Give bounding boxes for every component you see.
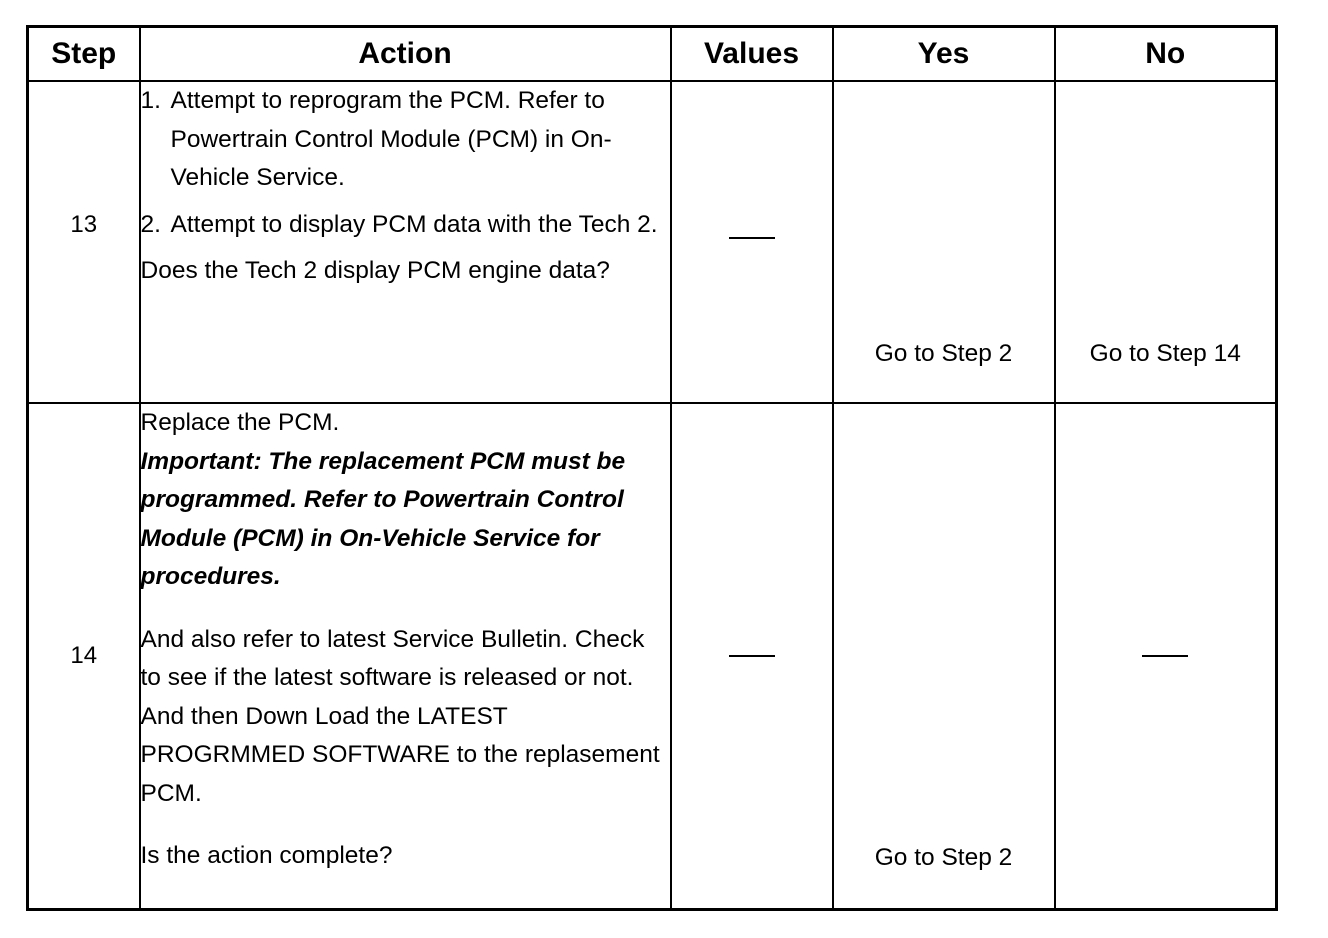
action-step-text: Attempt to display PCM data with the Tech 2. [170, 210, 658, 238]
action-step-text: Attempt to reprogram the PCM. Refer to Powertrain Control Module (PCM) in On-Vehicle Service. [170, 87, 612, 191]
action-step-number: 1. [140, 87, 161, 114]
no-value-dash [729, 237, 775, 239]
no-value-dash [729, 655, 775, 657]
step-number: 13 [28, 81, 140, 403]
step-number: 14 [28, 403, 140, 909]
yes-cell: Go to Step 2 [833, 403, 1055, 909]
yes-cell: Go to Step 2 [833, 81, 1055, 403]
action-step-number: 2. [140, 210, 161, 238]
action-text: Replace the PCM. [140, 409, 340, 436]
header-yes: Yes [833, 27, 1055, 82]
no-cell [1055, 403, 1277, 909]
table-row-step-13 [28, 81, 1277, 403]
header-row [28, 27, 1277, 82]
no-cell: Go to Step 14 [1055, 81, 1277, 403]
values-cell [671, 81, 833, 403]
action-steps-list [141, 82, 670, 244]
diagnostic-table [26, 25, 1278, 911]
table-row-step-14 [28, 403, 1277, 909]
header-no: No [1055, 27, 1277, 82]
service-bulletin-note: And also refer to latest Service Bulletin. Check to see if the latest software is released or not. And then Down Load the LATEST PROGRMMED SOFTWARE to the replasement PCM. [140, 625, 660, 807]
action-step-item [141, 206, 670, 245]
action-cell [140, 403, 671, 909]
header-action: Action [140, 27, 671, 82]
action-step-item [141, 82, 670, 198]
header-step: Step [28, 27, 140, 82]
values-cell [671, 403, 833, 909]
action-question: Does the Tech 2 display PCM engine data? [140, 257, 610, 284]
important-note: Important: The replacement PCM must be programmed. Refer to Powertrain Control Module (PCM) in On-Vehicle Service for procedures. [140, 447, 626, 590]
header-values: Values [671, 27, 833, 82]
action-question: Is the action complete? [140, 842, 393, 869]
action-cell [140, 81, 671, 403]
no-value-dash [1142, 655, 1188, 657]
